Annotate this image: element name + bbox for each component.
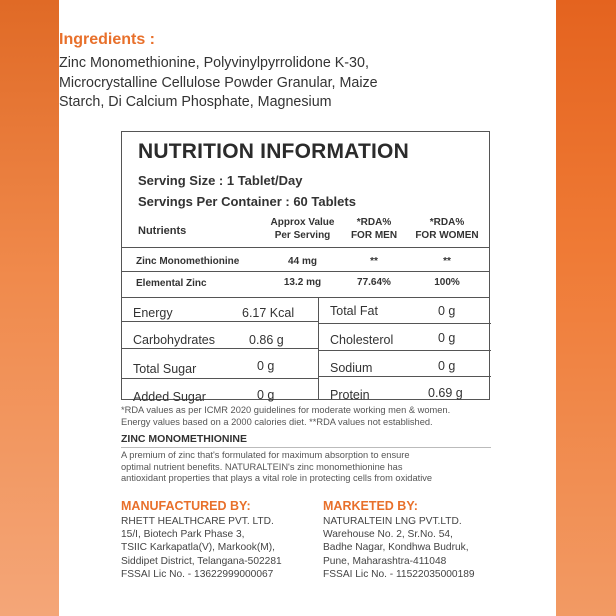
row-rda-men: 77.64% [357,277,391,288]
fact-name: Carbohydrates [133,333,215,347]
nutrition-table [121,131,490,404]
fact-name: Total Fat [330,304,378,318]
row-value: 13.2 mg [283,277,322,288]
marketed-by-title: MARKETED BY: [323,499,418,513]
header-nutrients: Nutrients [138,225,187,237]
address-line: NATURALTEIN LNG PVT.LTD. [323,516,462,527]
row-rda-men: ** [370,256,378,267]
address-line: Badhe Nagar, Kondhwa Budruk, [323,542,469,554]
ingredients-text [59,54,459,113]
row-name: Zinc Monomethionine [136,256,240,267]
fact-name: Protein [330,388,370,402]
fact-name: Sodium [330,361,373,375]
row-value: 44 mg [288,256,317,267]
divider [122,247,489,248]
address-line: TSIIC Karkapatla(V), Markook(M), [121,542,275,554]
row-rda-women: 100% [434,277,460,288]
header-rda-women [404,216,490,242]
row-name: Elemental Zinc [136,278,207,289]
footnote-line: Energy values based on a 2000 calories diet. **RDA values not established. [121,417,433,427]
address-line: Siddipet District, Telangana-502281 [121,555,282,567]
manufacturer-address [121,515,321,581]
serving-size: Serving Size : 1 Tablet/Day [138,173,303,188]
zinc-divider [121,447,491,448]
fact-value: 0 g [438,304,456,318]
fact-name: Added Sugar [133,390,206,404]
address-line: Warehouse No. 2, Sr.No. 54, [323,529,453,541]
ingredients-line: Microcrystalline Cellulose Powder Granular, Maize [59,74,378,91]
fact-name: Energy [133,306,173,320]
divider [122,271,489,272]
zinc-line: antioxidant properties that plays a vital role in protecting cells from oxidative [121,473,433,483]
column-divider [318,297,319,400]
zinc-description [121,450,491,485]
divider [318,376,491,377]
header-approx-line1: Approx Value [270,217,335,228]
fact-value: 0.86 g [249,333,284,347]
fact-value: 0 g [438,331,456,345]
fact-name: Cholesterol [330,333,394,347]
address-line: FSSAI Lic No. - 13622999000067 [121,568,274,580]
divider [122,348,318,349]
servings-per-container: Servings Per Container : 60 Tablets [138,194,356,209]
header-rda-men-line1: *RDA% [356,217,392,228]
manufactured-by-title: MANUFACTURED BY: [121,499,251,513]
address-line: Pune, Maharashtra-411048 [323,555,447,567]
fact-value: 0 g [257,388,275,402]
header-approx-value [260,216,345,242]
ingredients-title: Ingredients : [59,31,156,48]
marketer-address [323,515,523,581]
header-rda-women-line1: *RDA% [429,217,465,228]
fact-value: 6.17 Kcal [242,306,295,320]
zinc-line: optimal nutrient benefits. NATURALTEIN's zinc monomethionine has [121,461,403,472]
fact-value: 0 g [438,359,456,373]
rda-footnote [121,404,491,428]
left-orange-border [0,0,59,616]
header-rda-men [344,216,404,242]
divider [318,323,491,324]
zinc-line: A premium of zinc that's formulated for maximum absorption to ensure [121,450,410,460]
zinc-title: ZINC MONOMETHIONINE [121,433,247,445]
divider [122,297,489,298]
fact-value: 0.69 g [428,386,463,400]
divider [318,350,491,351]
header-rda-men-line2: FOR MEN [350,230,398,241]
nutrition-title: NUTRITION INFORMATION [138,140,409,163]
header-approx-line2: Per Serving [274,230,331,241]
fact-name: Total Sugar [133,362,197,376]
address-line: RHETT HEALTHCARE PVT. LTD. [121,516,274,527]
right-orange-border [556,0,616,616]
ingredients-line: Starch, Di Calcium Phosphate, Magnesium [59,94,332,110]
address-line: FSSAI Lic No. - 11522035000189 [323,568,475,580]
fact-value: 0 g [257,359,275,373]
footnote-line: *RDA values as per ICMR 2020 guidelines for moderate working men & women. [121,405,451,415]
row-rda-women: ** [443,256,451,267]
divider [122,321,318,322]
ingredients-line: Zinc Monomethionine, Polyvinylpyrrolidone K-30, [59,55,369,71]
address-line: 15/I, Biotech Park Phase 3, [121,529,245,541]
divider [122,378,318,379]
header-rda-women-line2: FOR WOMEN [415,230,479,241]
